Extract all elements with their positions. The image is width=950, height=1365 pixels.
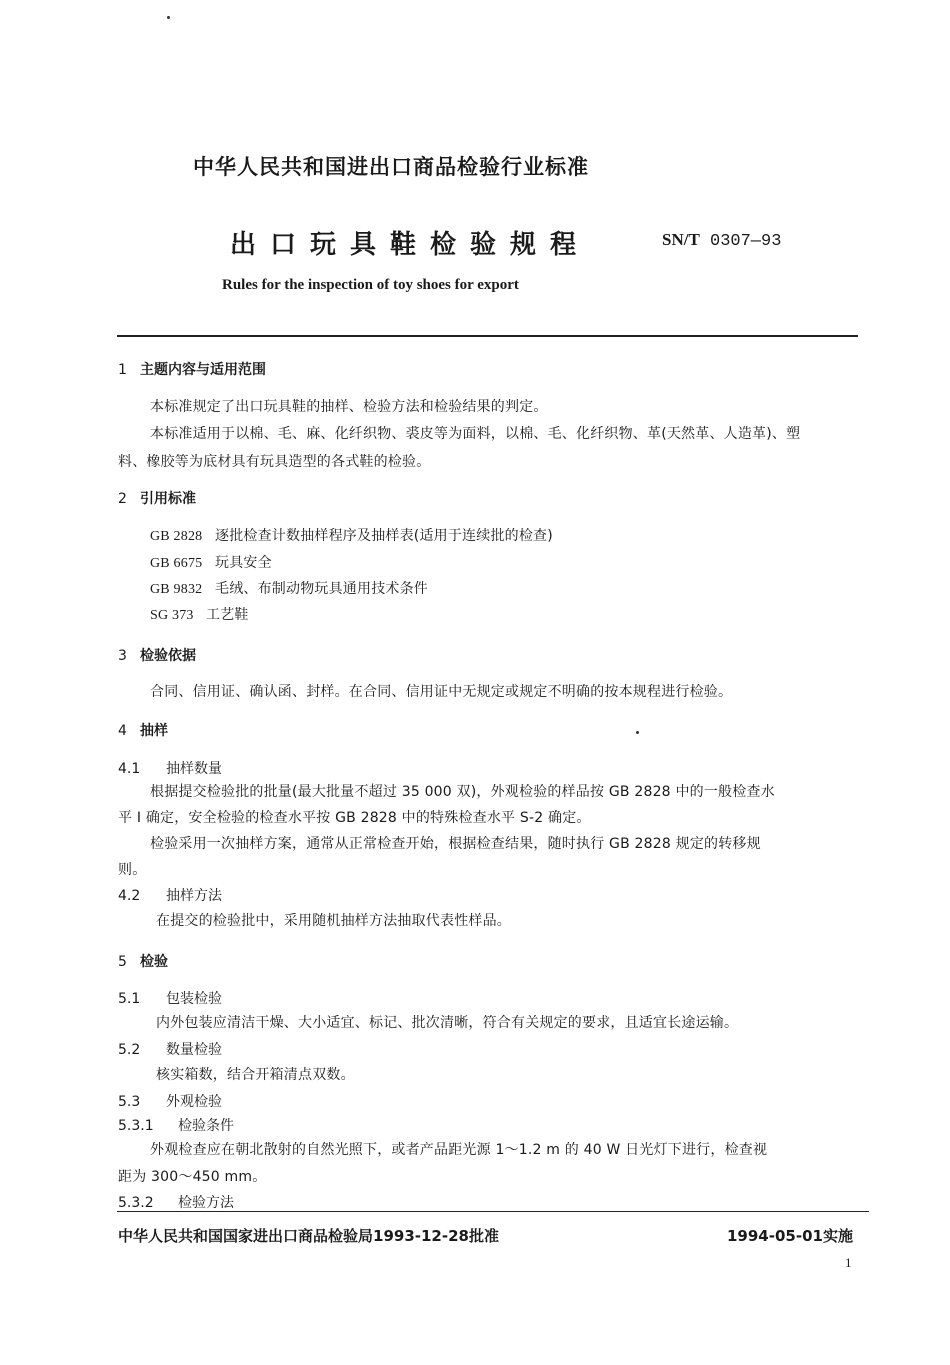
section-title: 检验依据 (140, 648, 196, 664)
subsection-5-3-1-heading (118, 1115, 234, 1135)
paragraph: 料、橡胶等为底材具有玩具造型的各式鞋的检验。 (118, 454, 431, 470)
reference-title: 毛绒、布制动物玩具通用技术条件 (215, 581, 428, 597)
subsection-title: 抽样方法 (166, 888, 222, 904)
subsection-5-1-heading (118, 988, 222, 1008)
subsection-number: 5.3.2 (118, 1195, 154, 1211)
paragraph: 外观检查应在朝北散射的自然光照下，或者产品距光源 1～1.2 m 的 40 W 日光灯下进行，检查视 (150, 1142, 768, 1158)
subsection-title: 包装检验 (166, 991, 222, 1007)
subsection-5-2-heading (118, 1039, 222, 1059)
section-title: 主题内容与适用范围 (140, 362, 266, 378)
scan-speck (636, 731, 639, 734)
subsection-title: 外观检验 (166, 1094, 222, 1110)
paragraph: 核实箱数，结合开箱清点双数。 (156, 1067, 355, 1083)
section-number: 5 (118, 954, 127, 970)
subsection-title: 数量检验 (166, 1042, 222, 1058)
subsection-number: 4.1 (118, 761, 141, 777)
section-1-heading (118, 359, 266, 379)
section-number: 2 (118, 491, 127, 507)
subsection-number: 5.1 (118, 991, 141, 1007)
section-number: 1 (118, 362, 127, 378)
paragraph: 则。 (118, 862, 147, 878)
section-title: 引用标准 (140, 491, 196, 507)
paragraph: 根据提交检验批的批量(最大批量不超过 35 000 双)，外观检验的样品按 GB 2828 中的一般检查水 (150, 784, 775, 800)
reference-code: GB 9832 (150, 582, 203, 597)
reference-title: 工艺鞋 (206, 607, 249, 623)
paragraph: 距为 300～450 mm。 (118, 1169, 267, 1185)
subsection-title: 抽样数量 (166, 761, 222, 777)
paragraph: 合同、信用证、确认函、封样。在合同、信用证中无规定或规定不明确的按本规程进行检验。 (150, 684, 733, 700)
subsection-5-3-2-heading (118, 1192, 234, 1212)
paragraph: 本标准规定了出口玩具鞋的抽样、检验方法和检验结果的判定。 (150, 399, 548, 415)
subsection-title: 检验条件 (178, 1118, 234, 1134)
scan-speck (167, 16, 170, 19)
paragraph: 检验采用一次抽样方案，通常从正常检查开始，根据检查结果，随时执行 GB 2828 规定的转移规 (150, 836, 761, 852)
subsection-number: 5.3 (118, 1094, 141, 1110)
section-5-heading (118, 951, 168, 971)
approval-statement: 中华人民共和国国家进出口商品检验局1993-12-28批准 (118, 1227, 499, 1245)
section-title: 检验 (140, 954, 168, 970)
subsection-title: 检验方法 (178, 1195, 234, 1211)
reference-item (150, 552, 272, 572)
standard-prefix: SN/T (662, 230, 700, 249)
reference-item (150, 578, 428, 598)
document-title: 出口玩具鞋检验规程 (230, 230, 591, 260)
reference-title: 逐批检查计数抽样程序及抽样表(适用于连续批的检查) (215, 528, 553, 544)
reference-code: SG 373 (150, 608, 194, 623)
standard-code (662, 230, 781, 251)
reference-code: GB 2828 (150, 529, 203, 544)
section-3-heading (118, 645, 196, 665)
section-number: 3 (118, 648, 127, 664)
subsection-number: 5.3.1 (118, 1118, 154, 1134)
section-4-heading (118, 720, 168, 740)
footer-divider (117, 1211, 869, 1212)
effective-date: 1994-05-01实施 (727, 1227, 853, 1245)
subsection-4-2-heading (118, 885, 222, 905)
header-divider (117, 335, 858, 337)
subsection-4-1-heading (118, 758, 222, 778)
reference-item (150, 525, 553, 545)
section-2-heading (118, 488, 196, 508)
section-number: 4 (118, 723, 127, 739)
page-number: 1 (845, 1255, 852, 1270)
subsection-5-3-heading (118, 1091, 222, 1111)
section-title: 抽样 (140, 723, 168, 739)
reference-item (150, 604, 249, 624)
paragraph: 本标准适用于以棉、毛、麻、化纤织物、裘皮等为面料，以棉、毛、化纤织物、革(天然革、人造革)、塑 (150, 426, 801, 442)
reference-code: GB 6675 (150, 556, 203, 571)
paragraph: 内外包装应清洁干燥、大小适宜、标记、批次清晰，符合有关规定的要求，且适宜长途运输。 (156, 1015, 739, 1031)
paragraph: 在提交的检验批中，采用随机抽样方法抽取代表性样品。 (156, 913, 511, 929)
reference-title: 玩具安全 (215, 555, 272, 571)
standard-number: 0307—93 (710, 232, 782, 251)
english-title: Rules for the inspection of toy shoes for export (222, 277, 519, 293)
subsection-number: 4.2 (118, 888, 141, 904)
paragraph: 平 I 确定，安全检验的检查水平按 GB 2828 中的特殊检查水平 S-2 确定。 (118, 810, 591, 826)
issuing-organization: 中华人民共和国进出口商品检验行业标准 (193, 155, 589, 179)
subsection-number: 5.2 (118, 1042, 141, 1058)
